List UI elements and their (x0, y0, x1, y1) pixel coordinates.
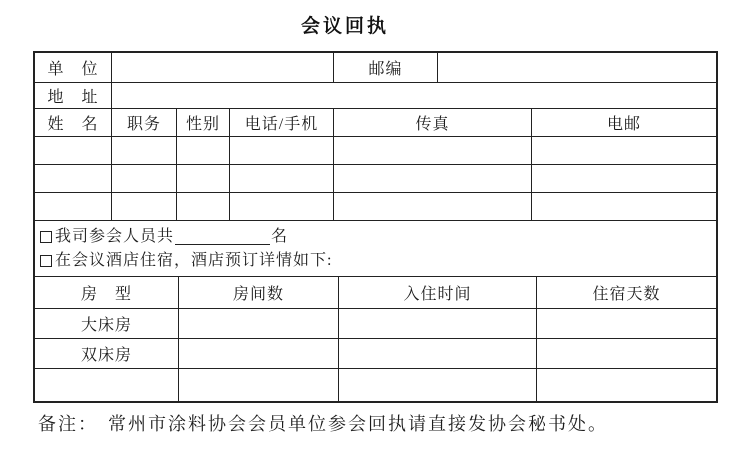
phone-input-cell[interactable] (230, 137, 334, 164)
footer-note-text: 常州市涂料协会会员单位参会回执请直接发协会秘书处。 (108, 414, 608, 434)
gender-input-cell[interactable] (177, 137, 230, 164)
unit-row (35, 53, 716, 83)
room-count-input-cell[interactable] (179, 309, 339, 338)
email-input-cell[interactable] (532, 193, 716, 220)
gender-input-cell[interactable] (177, 165, 230, 192)
attendance-section (35, 221, 716, 277)
stay-days-input-cell[interactable] (537, 369, 716, 401)
postcode-label: 邮编 (334, 53, 438, 82)
checkin-time-input-cell[interactable] (339, 309, 537, 338)
position-column-header: 职务 (112, 109, 177, 136)
hotel-header-row (35, 277, 716, 309)
name-input-cell[interactable] (35, 193, 112, 220)
checkin-time-input-cell[interactable] (339, 339, 537, 368)
email-column-header: 电邮 (606, 116, 641, 133)
address-input-cell[interactable] (112, 83, 716, 108)
name-input-cell[interactable] (35, 137, 112, 164)
room-type-input-cell[interactable] (35, 369, 179, 401)
attendance-count-prefix: 我司参会人员共 (55, 227, 175, 245)
stay-days-input-cell[interactable] (537, 309, 716, 338)
footer-note-label: 备注： (38, 414, 98, 434)
address-label: 地 址 (35, 83, 112, 108)
postcode-input-cell[interactable] (438, 53, 716, 82)
stay-days-column-header: 住宿天数 (592, 286, 661, 303)
fax-input-cell[interactable] (334, 165, 532, 192)
room-count-column-header: 房间数 (179, 277, 339, 308)
attendance-checkbox-icon[interactable] (40, 231, 52, 243)
hotel-stay-checkbox-icon[interactable] (40, 255, 52, 267)
gender-input-cell[interactable] (177, 193, 230, 220)
attendance-count-suffix: 名 (271, 227, 289, 245)
position-input-cell[interactable] (112, 193, 177, 220)
stay-days-input-cell[interactable] (537, 339, 716, 368)
email-input-cell[interactable] (532, 165, 716, 192)
twin-room-row (35, 339, 716, 369)
king-room-label: 大床房 (35, 309, 179, 338)
address-row (35, 83, 716, 109)
footer-note (38, 410, 608, 436)
contact-data-row (35, 193, 716, 221)
unit-input-cell[interactable] (112, 53, 334, 82)
contact-header-row (35, 109, 716, 137)
attendance-count-line (40, 227, 716, 247)
name-input-cell[interactable] (35, 165, 112, 192)
room-count-input-cell[interactable] (179, 339, 339, 368)
hotel-stay-line (40, 251, 716, 271)
extra-room-row (35, 369, 716, 401)
phone-column-header: 电话/手机 (230, 109, 334, 136)
unit-label: 单 位 (35, 53, 112, 82)
email-input-cell[interactable] (532, 137, 716, 164)
gender-column-header: 性别 (177, 109, 230, 136)
room-type-column-header: 房 型 (35, 277, 179, 308)
checkin-time-column-header: 入住时间 (339, 277, 537, 308)
attendance-count-blank-field[interactable] (175, 228, 270, 245)
phone-input-cell[interactable] (230, 193, 334, 220)
page-title: 会议回执 (300, 16, 389, 37)
meeting-reply-form-table (33, 51, 718, 403)
twin-room-label: 双床房 (35, 339, 179, 368)
king-room-row (35, 309, 716, 339)
hotel-stay-text: 在会议酒店住宿，酒店预订详情如下: (55, 251, 333, 269)
position-input-cell[interactable] (112, 165, 177, 192)
position-input-cell[interactable] (112, 137, 177, 164)
room-count-input-cell[interactable] (179, 369, 339, 401)
name-column-header: 姓 名 (35, 109, 112, 136)
contact-data-row (35, 165, 716, 193)
contact-data-row (35, 137, 716, 165)
fax-input-cell[interactable] (334, 137, 532, 164)
fax-column-header: 传真 (334, 109, 532, 136)
phone-input-cell[interactable] (230, 165, 334, 192)
fax-input-cell[interactable] (334, 193, 532, 220)
checkin-time-input-cell[interactable] (339, 369, 537, 401)
